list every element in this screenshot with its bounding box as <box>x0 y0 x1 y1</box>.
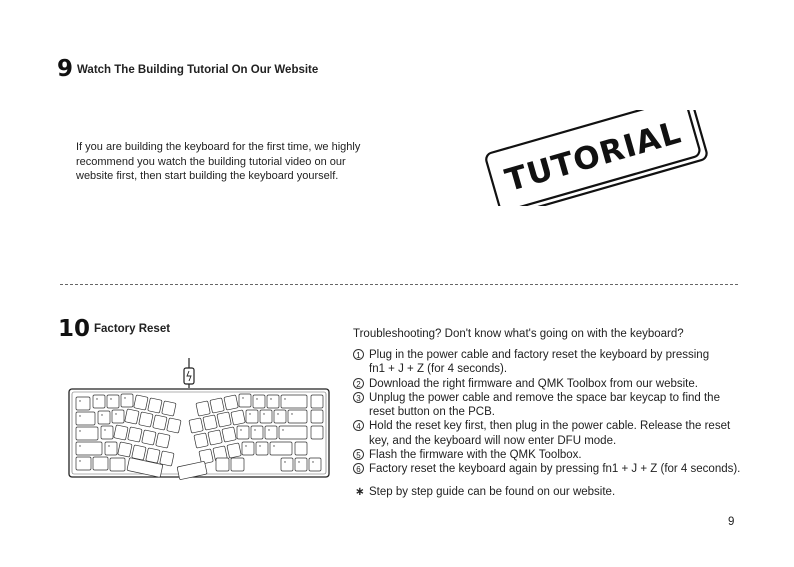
step-text: Plug in the power cable and factory reset the keyboard by pressing <box>369 349 710 361</box>
step-text: Factory reset the keyboard again by pressing fn1 + J + Z (for 4 seconds). <box>369 463 741 476</box>
step-text-cont: key, and the keyboard will now enter DFU mode. <box>369 434 617 447</box>
asterisk-icon: ∗ <box>355 486 365 498</box>
step-number: 4 <box>353 420 364 431</box>
usb-cable-icon <box>184 358 194 388</box>
step-text-cont: fn1 + J + Z (for 4 seconds). <box>369 363 508 376</box>
keyboard-diagram <box>66 358 332 484</box>
step-text: Unplug the power cable and remove the space bar keycap to find the <box>369 391 720 404</box>
step-number: 3 <box>353 392 364 403</box>
reset-steps-list <box>353 348 763 477</box>
stamp-text: TUTORIAL <box>501 114 686 200</box>
tutorial-stamp <box>484 110 716 206</box>
keyboard-illustration <box>66 358 332 484</box>
reset-step <box>353 348 763 377</box>
step-number: 6 <box>353 463 364 474</box>
step-number: 1 <box>353 349 364 360</box>
body-line: recommend you watch the building tutorial video on our <box>76 155 346 168</box>
section-10-title: Factory Reset <box>94 323 171 335</box>
guide-note <box>355 484 615 498</box>
section-9-title: Watch The Building Tutorial On Our Website <box>77 64 319 76</box>
section-divider <box>60 284 738 285</box>
body-line: website first, then start building the keyboard yourself. <box>76 170 339 182</box>
page-number: 9 <box>728 516 735 528</box>
step-text: Hold the reset key first, then plug in the power cable. Release the reset <box>369 420 731 433</box>
section-10-number: 10 <box>58 316 91 342</box>
reset-step <box>353 419 763 448</box>
section-9-number: 9 <box>57 56 74 82</box>
step-number: 2 <box>353 378 364 389</box>
reset-step <box>353 377 763 391</box>
note-text: Step by step guide can be found on our website. <box>369 486 616 498</box>
step-number: 5 <box>353 449 364 460</box>
reset-step <box>353 391 763 420</box>
step-text: Flash the firmware with the QMK Toolbox. <box>369 449 582 462</box>
reset-step <box>353 448 763 462</box>
reset-step <box>353 462 763 476</box>
section-9-body <box>76 140 396 184</box>
step-text: Download the right firmware and QMK Toolbox from our website. <box>369 377 698 390</box>
body-line: If you are building the keyboard for the first time, we highly <box>76 141 361 153</box>
step-text-cont: reset button on the PCB. <box>369 406 495 419</box>
troubleshooting-question: Troubleshooting? Don't know what's going on with the keyboard? <box>353 328 684 340</box>
